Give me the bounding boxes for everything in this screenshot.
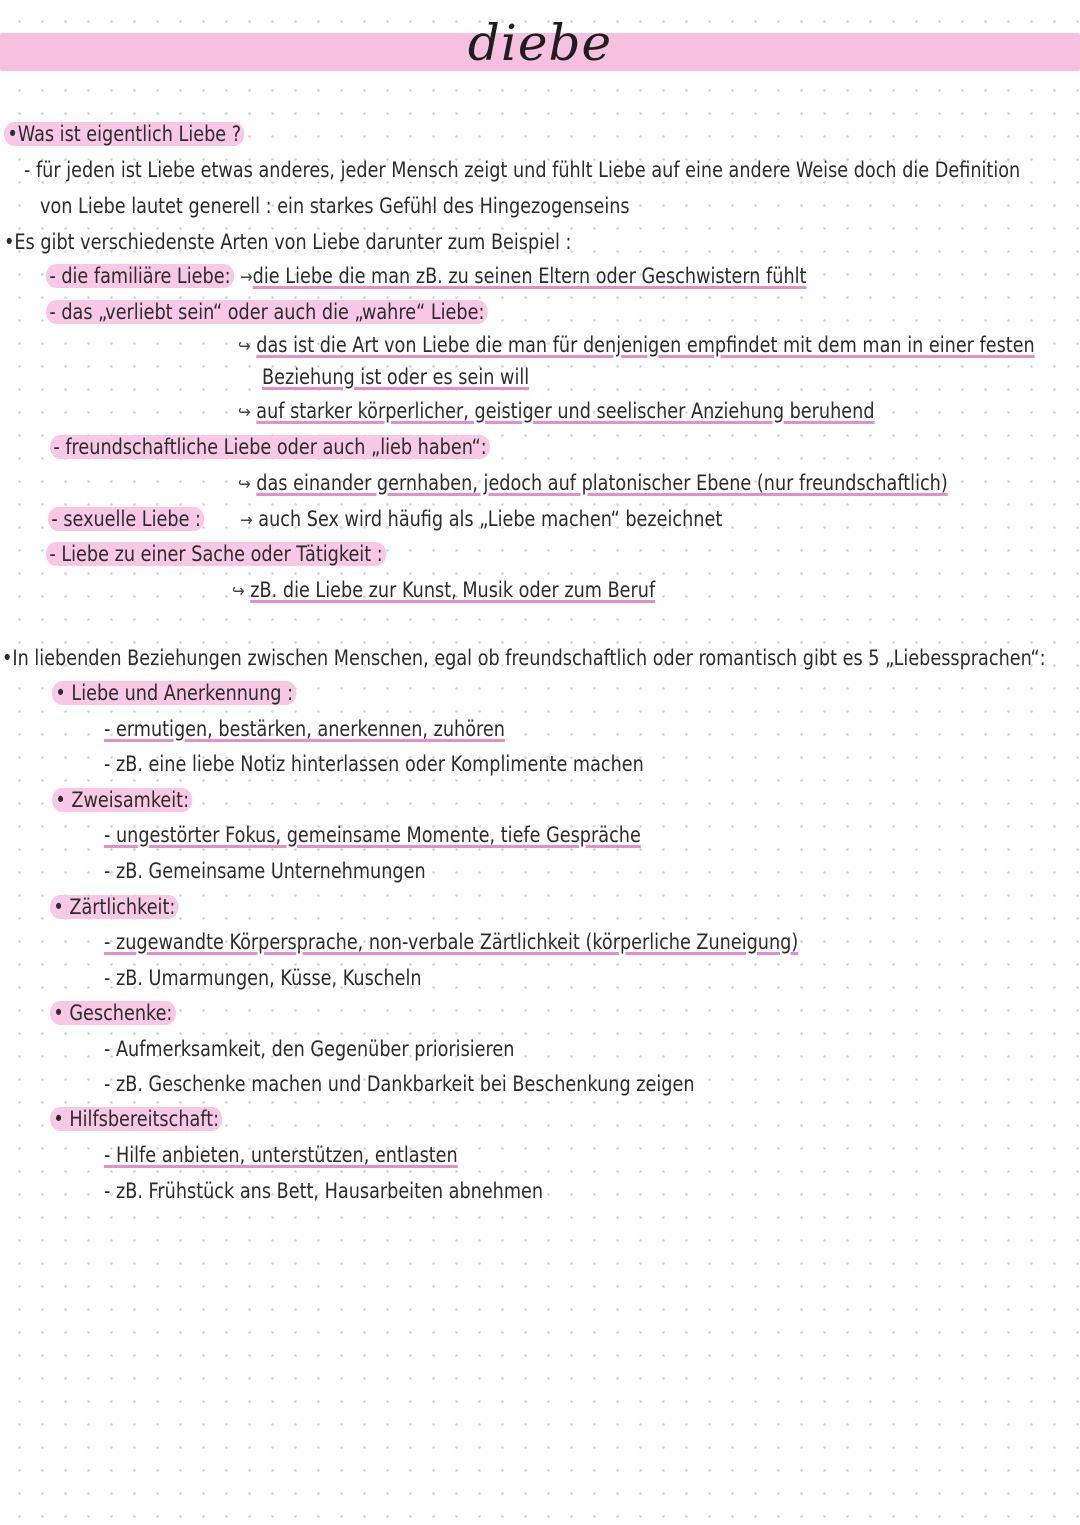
lang-helpfulness-text-1: - Hilfe anbieten, unterstützen, entlasten xyxy=(104,1143,458,1167)
sexual-love-text: → auch Sex wird häufig als „Liebe machen“ bezeichnet xyxy=(240,507,723,531)
friendly-love-label: - freundschaftliche Liebe oder auch „lieb haben“: xyxy=(50,433,490,461)
lang-recognition-text-1: - ermutigen, bestärken, anerkennen, zuhören xyxy=(104,717,505,741)
lang-gifts-text-2: - zB. Geschenke machen und Dankbarkeit bei Beschenkung zeigen xyxy=(104,1072,695,1096)
lang-helpfulness-text-2: - zB. Frühstück ans Bett, Hausarbeiten abnehmen xyxy=(104,1179,544,1203)
love-for-thing-label: - Liebe zu einer Sache oder Tätigkeit : xyxy=(46,540,386,568)
arrow-icon: ↪ xyxy=(238,336,251,357)
page-title: diebe xyxy=(467,14,613,72)
lang-gifts-label: • Geschenke: xyxy=(50,999,176,1027)
romantic-love-label: - das „verliebt sein“ oder auch die „wahre“ Liebe: xyxy=(46,298,488,326)
lang-tenderness-text-2: - zB. Umarmungen, Küsse, Kuscheln xyxy=(104,966,422,990)
heading-love-languages: •In liebenden Beziehungen zwischen Menschen, egal ob freundschaftlich oder romantisch gibt es 5 „Liebessprachen“: xyxy=(2,646,1046,670)
sexual-love-label: - sexuelle Liebe : xyxy=(48,505,204,533)
arrow-icon: → xyxy=(240,267,253,288)
arrow-icon: → xyxy=(240,510,253,531)
lang-helpfulness-label: • Hilfsbereitschaft: xyxy=(50,1105,222,1133)
lang-tenderness-text-1: - zugewandte Körpersprache, non-verbale Zärtlichkeit (körperliche Zuneigung) xyxy=(104,930,799,954)
romantic-love-text-1: ↪ das ist die Art von Liebe die man für denjenigen empfindet mit dem man in einer festen xyxy=(238,333,1035,357)
lang-tenderness-label: • Zärtlichkeit: xyxy=(50,893,179,921)
heading-kinds-of-love: •Es gibt verschiedenste Arten von Liebe darunter zum Beispiel : xyxy=(4,230,572,254)
love-for-thing-text: ↪ zB. die Liebe zur Kunst, Musik oder zum Beruf xyxy=(232,578,656,602)
romantic-love-text-2: Beziehung ist oder es sein will xyxy=(262,365,530,389)
lang-quality-time-text-1: - ungestörter Fokus, gemeinsame Momente, tiefe Gespräche xyxy=(104,823,641,847)
lang-gifts-text-1: - Aufmerksamkeit, den Gegenüber priorisieren xyxy=(104,1037,515,1061)
arrow-icon: ↪ xyxy=(238,402,251,423)
arrow-icon: ↪ xyxy=(238,474,251,495)
familiar-love-label: - die familiäre Liebe: xyxy=(46,262,234,290)
definition-line-1: - für jeden ist Liebe etwas anderes, jeder Mensch zeigt und fühlt Liebe auf eine andere Weise doch die Definition xyxy=(24,158,1021,182)
familiar-love-text: →die Liebe die man zB. zu seinen Eltern oder Geschwistern fühlt xyxy=(240,264,807,288)
romantic-love-text-3: ↪ auf starker körperlicher, geistiger und seelischer Anziehung beruhend xyxy=(238,399,875,423)
lang-quality-time-label: • Zweisamkeit: xyxy=(52,786,192,814)
arrow-icon: ↪ xyxy=(232,581,245,602)
friendly-love-text: ↪ das einander gernhaben, jedoch auf platonischer Ebene (nur freundschaftlich) xyxy=(238,471,948,495)
definition-line-2: von Liebe lautet generell : ein starkes Gefühl des Hingezogenseins xyxy=(40,194,630,218)
heading-what-is-love: •Was ist eigentlich Liebe ? xyxy=(4,120,244,148)
lang-recognition-text-2: - zB. eine liebe Notiz hinterlassen oder Komplimente machen xyxy=(104,752,644,776)
lang-quality-time-text-2: - zB. Gemeinsame Unternehmungen xyxy=(104,859,426,883)
lang-recognition-label: • Liebe und Anerkennung : xyxy=(52,679,296,707)
